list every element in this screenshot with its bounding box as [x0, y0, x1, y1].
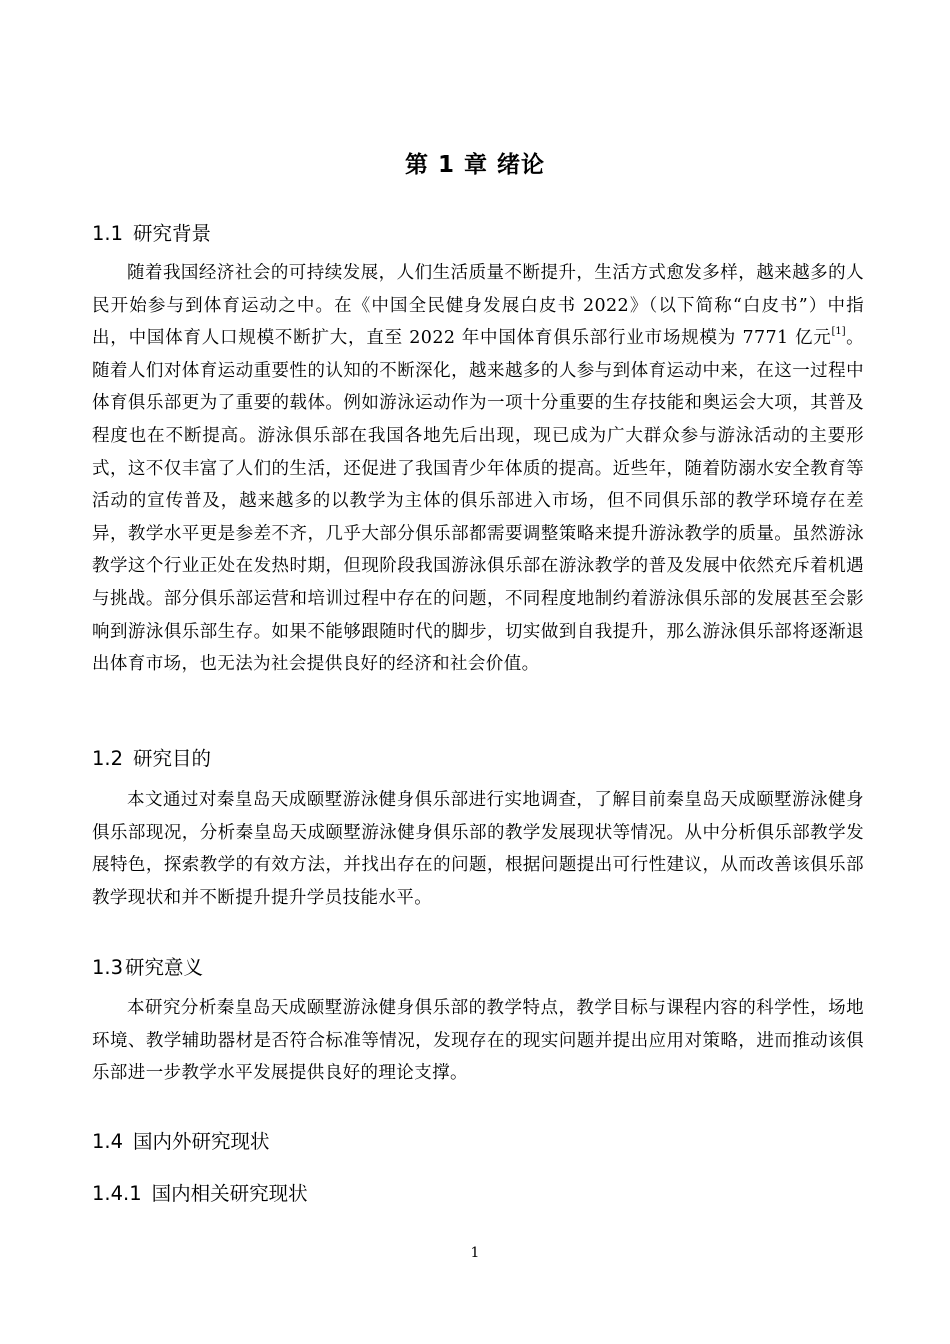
citation-marker[interactable]: [1]: [831, 326, 846, 338]
section-number: 1.2: [92, 747, 124, 770]
paragraph-research-significance: 本研究分析秦皇岛天成颐墅游泳健身俱乐部的教学特点，教学目标与课程内容的科学性，场地环境、教学辅助器材是否符合标准等情况，发现存在的现实问题并提出应用对策略，进而推动该俱乐部进一步教学水平发展提供良好的理论支撑。: [92, 998, 864, 1084]
section-number: 1.4: [92, 1130, 124, 1153]
paragraph-research-purpose: 本文通过对秦皇岛天成颐墅游泳健身俱乐部进行实地调查，了解目前秦皇岛天成颐墅游泳健身俱乐部现况，分析秦皇岛天成颐墅游泳健身俱乐部的教学发展现状等情况。从中分析俱乐部教学发展特色，探索教学的有效方法，并找出存在的问题，根据问题提出可行性建议，从而改善该俱乐部教学现状和并不断提升提升学员技能水平。: [92, 790, 864, 908]
subsection-heading-1-4-1: [92, 1181, 308, 1207]
section-heading-1-2: [92, 746, 211, 772]
section-number: 1.1: [92, 222, 124, 245]
section-heading-1-1: [92, 221, 211, 247]
section-heading-1-3: [92, 955, 203, 981]
section-number: 1.4.1: [92, 1182, 142, 1205]
paragraph-text-continued: 。随着人们对体育运动重要性的认知的不断深化，越来越多的人参与到体育运动中来，在这一过程中体育俱乐部更为了重要的载体。例如游泳运动作为一项十分重要的生存技能和奥运会大项，其普及程度也在不断提高。游泳俱乐部在我国各地先后出现，现已成为广大群众参与游泳活动的主要形式，这不仅丰富了人们的生活，还促进了我国青少年体质的提高。近些年，随着防溺水安全教育等活动的宣传普及，越来越多的以教学为主体的俱乐部进入市场，但不同俱乐部的教学环境存在差异，教学水平更是参差不齐，几乎大部分俱乐部都需要调整策略来提升游泳教学的质量。虽然游泳教学这个行业正处在发热时期，但现阶段我国游泳俱乐部在游泳教学的普及发展中依然充斥着机遇与挑战。部分俱乐部运营和培训过程中存在的问题，不同程度地制约着游泳俱乐部的发展甚至会影响到游泳俱乐部生存。如果不能够跟随时代的脚步，切实做到自我提升，那么游泳俱乐部将逐渐退出体育市场，也无法为社会提供良好的经济和社会价值。: [92, 328, 864, 675]
page-number: 1: [470, 1245, 480, 1261]
section-title: 研究意义: [125, 956, 204, 979]
section-title: 研究目的: [133, 747, 212, 770]
section-number: 1.3: [92, 956, 124, 979]
paragraph-research-background: [92, 257, 864, 681]
chapter-title: 第 1 章 绪论: [404, 152, 546, 178]
section-heading-1-4: [92, 1129, 270, 1155]
section-title: 国内相关研究现状: [151, 1182, 308, 1205]
paragraph-text: 随着我国经济社会的可持续发展，人们生活质量不断提升，生活方式愈发多样，越来越多的人民开始参与到体育运动之中。在《中国全民健身发展白皮书 2022》（以下简称“白皮书”）中指出，中国体育人口规模不断扩大，直至 2022 年中国体育俱乐部行业市场规模为 7771 亿元: [92, 263, 864, 349]
section-title: 国内外研究现状: [133, 1130, 270, 1153]
section-title: 研究背景: [133, 222, 212, 245]
